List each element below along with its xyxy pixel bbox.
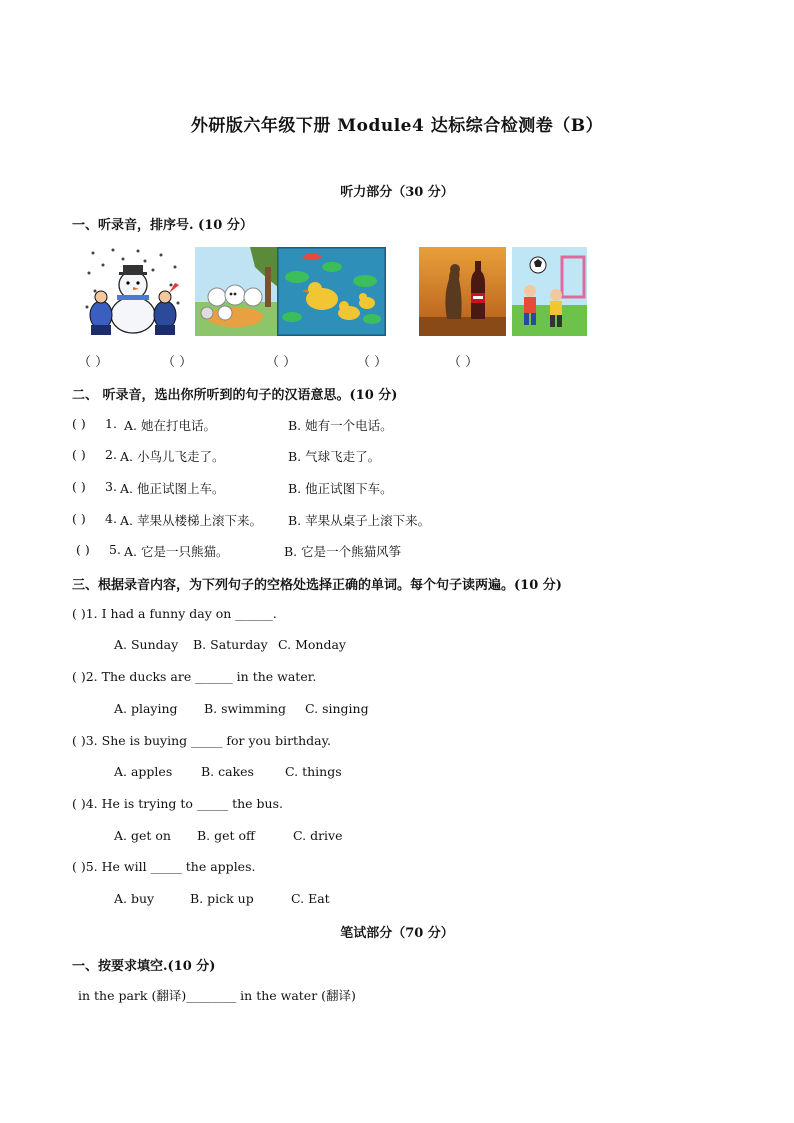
s3-q3-opt-a[interactable]: A. apples: [114, 764, 173, 779]
s2-item-1-a: A. 她在打电话。: [124, 418, 216, 433]
order-blank-2[interactable]: （ ）: [162, 355, 193, 370]
s2-item-1-paren[interactable]: ( ): [72, 416, 86, 431]
order-blank-4[interactable]: （ ）: [357, 355, 388, 370]
s3-q2[interactable]: ( )2. The ducks are ______ in the water.: [72, 669, 317, 684]
meerkat-bottle-picture: [419, 247, 506, 336]
s2-item-1-b: B. 她有一个电话。: [288, 418, 393, 433]
s3-q4[interactable]: ( )4. He is trying to _____ the bus.: [72, 796, 283, 811]
s4-translate-line[interactable]: in the park (翻译)________ in the water (翻译): [78, 988, 356, 1003]
cartoon-sheep-picture: [195, 247, 278, 336]
s2-item-4-b: B. 苹果从桌子上滚下来。: [288, 513, 431, 528]
s3-q1-opt-a[interactable]: A. Sunday: [114, 637, 179, 652]
s2-item-3-paren[interactable]: ( ): [72, 479, 86, 494]
s3-q2-opt-c[interactable]: C. singing: [305, 701, 369, 716]
s3-q1-opt-b[interactable]: B. Saturday: [193, 637, 268, 652]
s3-q4-opt-b[interactable]: B. get off: [197, 828, 255, 843]
s2-item-4-paren[interactable]: ( ): [72, 511, 86, 526]
s2-item-2-num: 2.: [105, 447, 117, 462]
order-blank-3[interactable]: （ ）: [266, 355, 297, 370]
s2-item-3-num: 3.: [105, 479, 117, 494]
s3-q4-opt-c[interactable]: C. drive: [293, 828, 343, 843]
s2-item-5-num: 5.: [109, 542, 121, 557]
s3-q2-opt-b[interactable]: B. swimming: [204, 701, 287, 716]
section1-heading: 一、听录音，排序号. (10 分）: [72, 218, 253, 233]
kids-football-picture: [512, 247, 587, 336]
s2-item-1-num: 1.: [105, 416, 117, 431]
s2-item-2-paren[interactable]: ( ): [72, 447, 86, 462]
order-blank-1[interactable]: （ ）: [78, 355, 109, 370]
s2-item-5-a: A. 它是一只熊猫。: [124, 544, 229, 559]
snowman-kids-picture: [83, 245, 183, 337]
page-title: 外研版六年级下册 Module4 达标综合检测卷（B）: [190, 116, 604, 136]
s2-item-4-a: A. 苹果从楼梯上滚下来。: [120, 513, 262, 528]
s2-item-3-b: B. 他正试图下车。: [288, 481, 393, 496]
order-blank-5[interactable]: （ ）: [448, 355, 479, 370]
ducks-painting-picture: [277, 247, 386, 336]
s2-item-3-a: A. 他正试图上车。: [120, 481, 225, 496]
s3-q4-opt-a[interactable]: A. get on: [114, 828, 171, 843]
section2-heading: 二、 听录音，选出你所听到的句子的汉语意思。(10 分): [72, 388, 398, 403]
s2-item-5-paren[interactable]: ( ): [76, 542, 90, 557]
written-header: 笔试部分（70 分）: [340, 926, 454, 941]
section3-heading: 三、根据录音内容，为下列句子的空格处选择正确的单词。每个句子读两遍。(10 分): [72, 578, 562, 593]
s3-q5-opt-a[interactable]: A. buy: [114, 891, 155, 906]
s3-q2-opt-a[interactable]: A. playing: [114, 701, 178, 716]
listening-header: 听力部分（30 分）: [340, 185, 454, 200]
s2-item-2-b: B. 气球飞走了。: [288, 449, 381, 464]
s3-q1[interactable]: ( )1. I had a funny day on ______.: [72, 606, 277, 621]
s3-q5-opt-c[interactable]: C. Eat: [291, 891, 330, 906]
s2-item-2-a: A. 小鸟儿飞走了。: [120, 449, 225, 464]
s2-item-5-b: B. 它是一个熊猫风筝: [284, 544, 402, 559]
section4-heading: 一、按要求填空.(10 分): [72, 959, 216, 974]
s3-q3-opt-c[interactable]: C. things: [285, 764, 342, 779]
s3-q1-opt-c[interactable]: C. Monday: [278, 637, 346, 652]
s3-q3[interactable]: ( )3. She is buying _____ for you birthday.: [72, 733, 331, 748]
s2-item-4-num: 4.: [105, 511, 117, 526]
s3-q3-opt-b[interactable]: B. cakes: [201, 764, 254, 779]
s3-q5-opt-b[interactable]: B. pick up: [190, 891, 254, 906]
s3-q5[interactable]: ( )5. He will _____ the apples.: [72, 859, 256, 874]
